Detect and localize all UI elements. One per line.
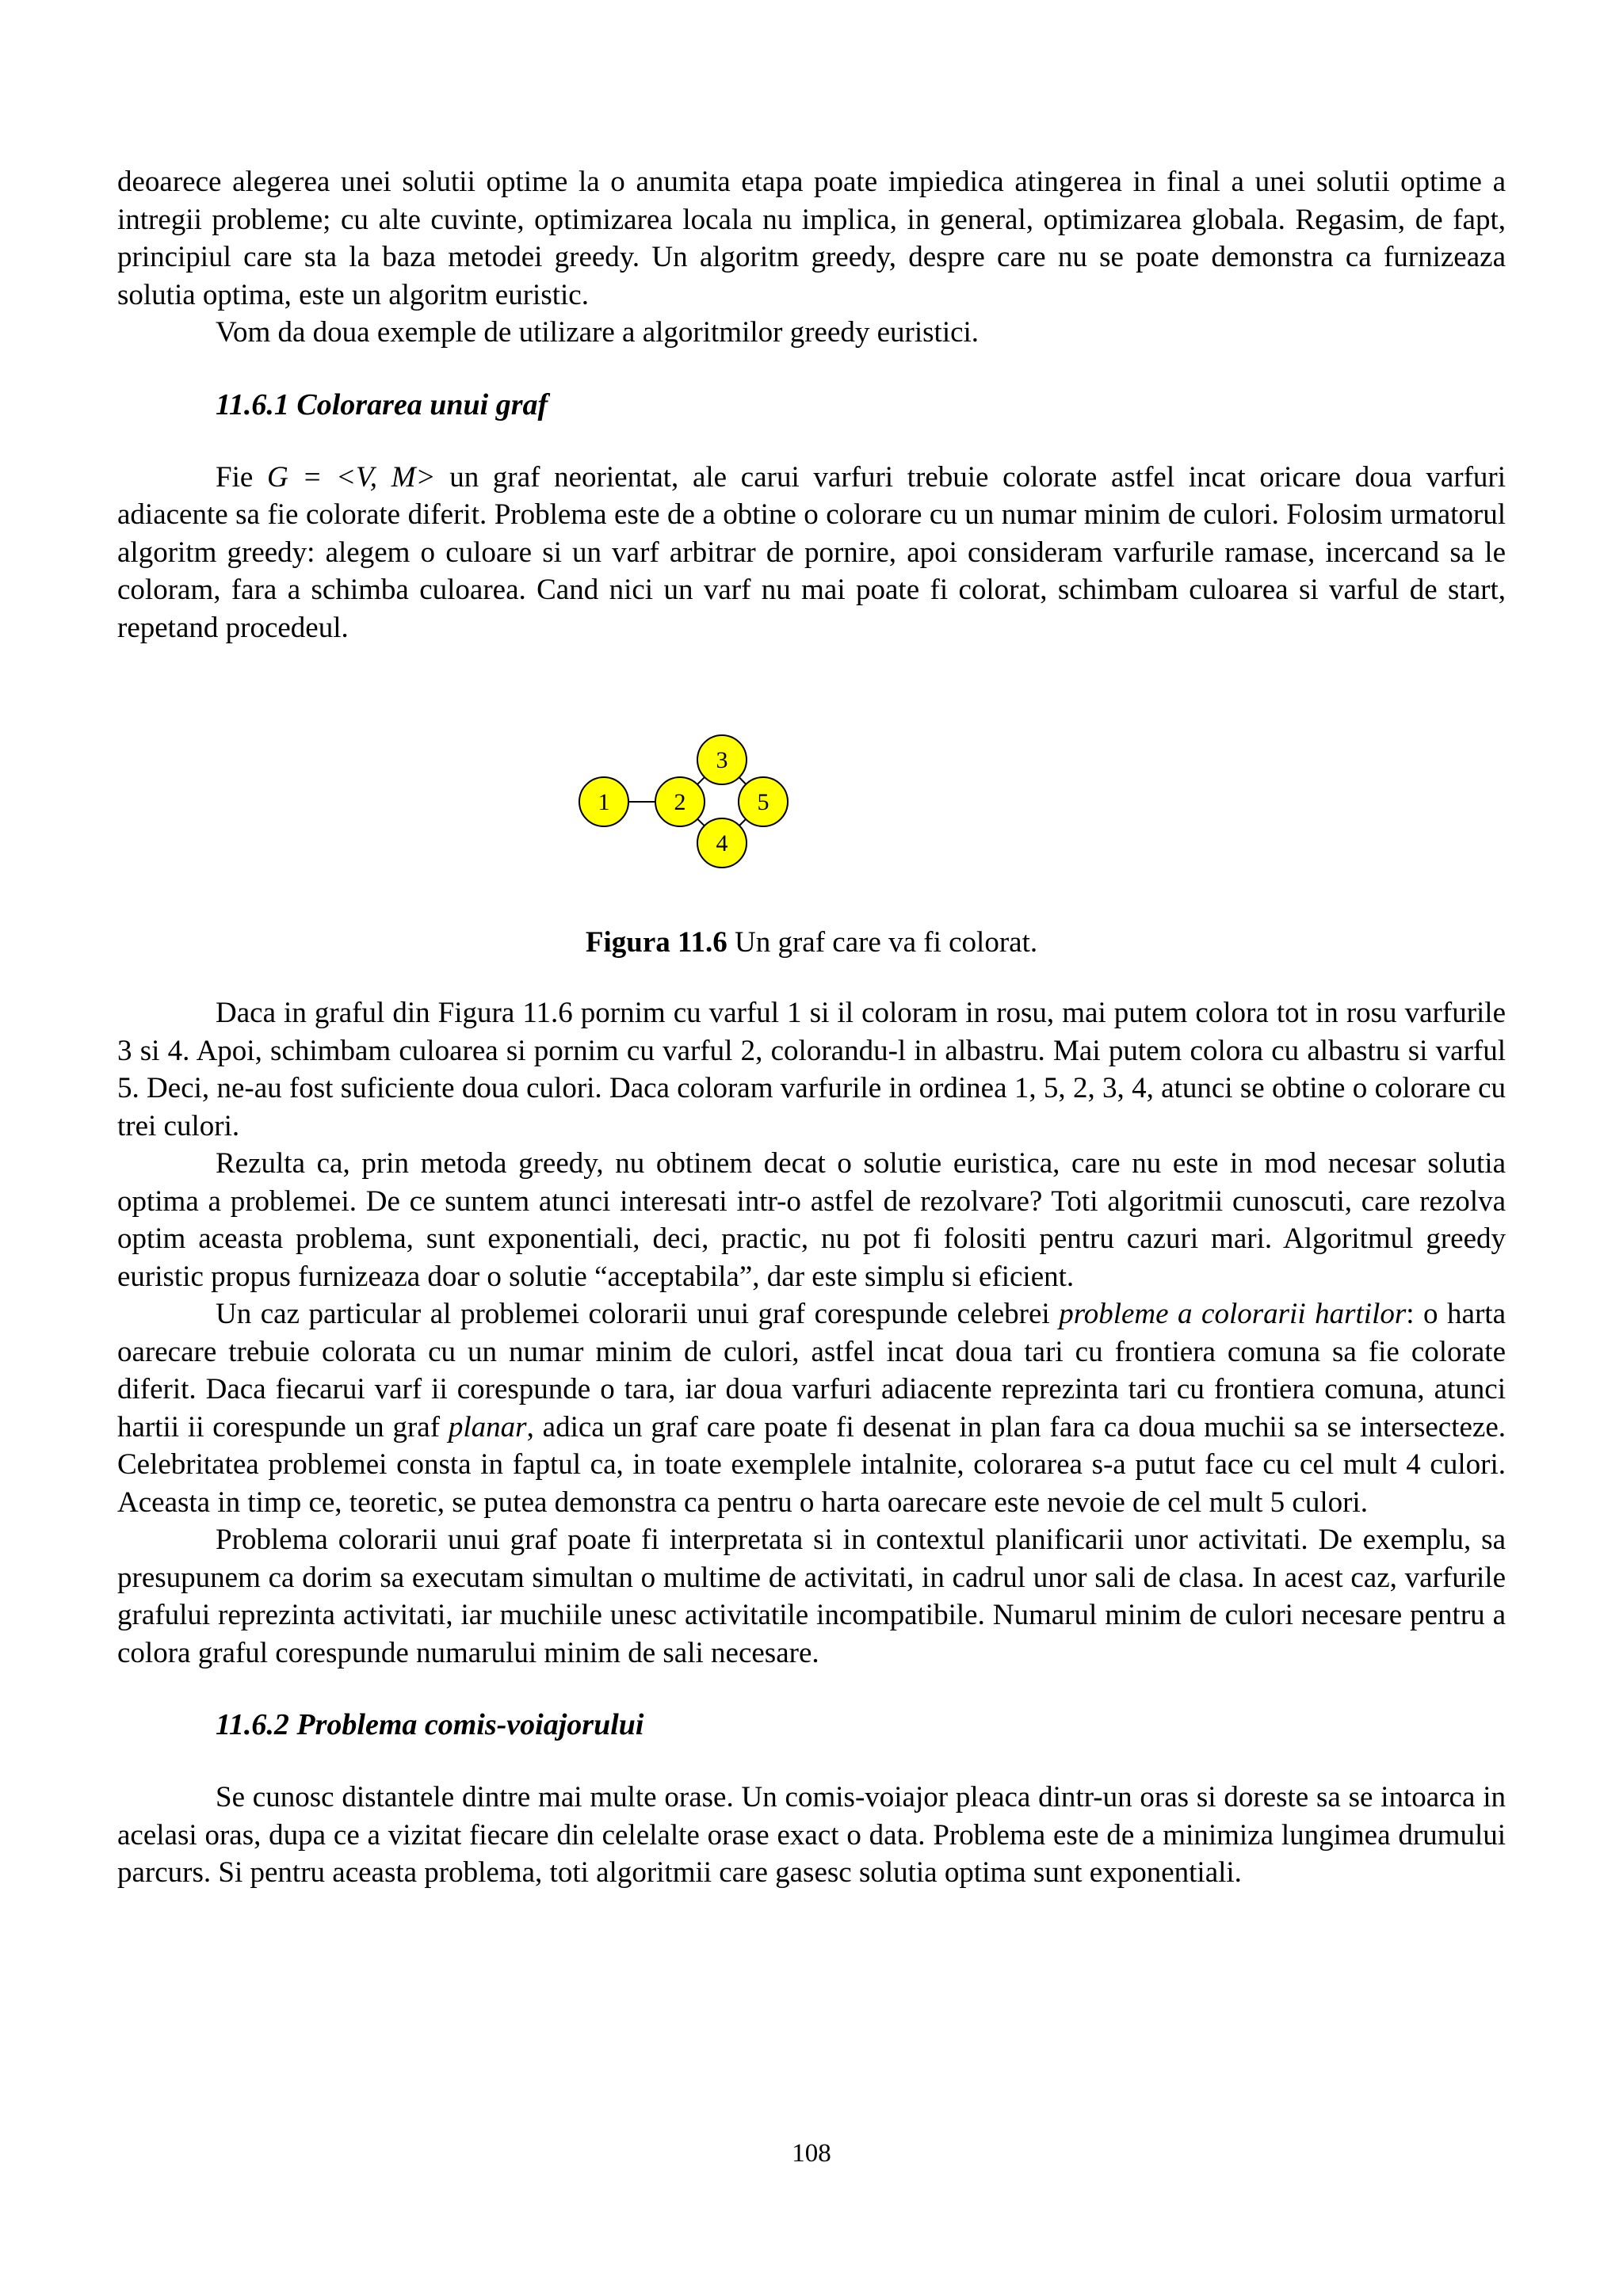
graph-node-label-5: 5 — [757, 789, 769, 815]
math-graph-definition: G = <V, M> — [266, 460, 436, 494]
graph-node-label-4: 4 — [716, 830, 728, 856]
section-heading-11-6-2: 11.6.2 Problema comis-voiajorului — [216, 1708, 644, 1741]
graph-node-label-1: 1 — [598, 789, 610, 815]
text-run: Un caz particular al problemei colorarii unui graf corespunde celebrei — [216, 1298, 1060, 1330]
heuristic-paragraph: Rezulta ca, prin metoda greedy, nu obtinem decat o solutie euristica, care nu este in mod necesar solutia optima a problemei. De ce suntem atunci interesati intr-o astfel de rezolvare? Toti algoritmii cunoscuti, care rezolva optim aceasta problema, sunt exponentiali, deci, practic, nu pot fi folositi pentru cazuri mari. Algoritmul greedy euristic propus furnizeaza doar o solutie “acceptabila”, dar este simplu si eficient. — [117, 1147, 1506, 1293]
text-run: un graf neorientat, ale carui varfuri trebuie colorate astfel incat oricare doua varfuri adiacente sa fie colorate diferit. Problema este de a obtine o colorare cu un numar minim de culori. Folosim urmatorul algoritm greedy: alegem o culoare si un varf arbitrar de pornire, apoi consideram varfurile ramase, incercand sa le coloram, fara a schimba culoarea. Cand nici un varf nu mai poate fi colorat, schimbam culoarea si varful de start, repetand procedeul. — [117, 460, 1506, 644]
map-coloring-paragraph — [117, 1295, 1506, 1521]
graph-figure — [117, 681, 1506, 919]
caption-text: Un graf care va fi colorat. — [727, 926, 1038, 959]
page-number: 108 — [792, 2139, 831, 2168]
graph-diagram — [569, 681, 997, 911]
scheduling-paragraph: Problema colorarii unui graf poate fi interpretata si in contextul planificarii unor activitati. De exemplu, sa presupunem ca dorim sa executam simultan o multime de activitati, in cadrul unor sali de clasa. In acest caz, varfurile grafului reprezinta activitati, iar muchiile unesc activitatile incompatibile. Numarul minim de culori necesare pentru a colora graful corespunde numarului minim de sali necesare. — [117, 1524, 1506, 1669]
figure-caption — [117, 924, 1506, 961]
section-heading-11-6-1: 11.6.1 Colorarea unui graf — [216, 387, 548, 421]
graph-node-label-3: 3 — [716, 747, 728, 773]
italic-term: probleme a colorarii hartilor — [1059, 1298, 1407, 1330]
coloring-example-paragraph: Daca in graful din Figura 11.6 pornim cu varful 1 si il coloram in rosu, mai putem colora tot in rosu varfurile 3 si 4. Apoi, schimbam culoarea si pornim cu varful 2, colorandu-l in albastru. Mai putem colora cu albastru si varful 5. Deci, ne-au fost suficiente doua culori. Daca coloram varfurile in ordinea 1, 5, 2, 3, 4, atunci se obtine o colorare cu trei culori. — [117, 997, 1506, 1142]
graph-node-label-2: 2 — [674, 789, 686, 815]
text-run: Fie — [216, 460, 267, 494]
italic-term: planar — [448, 1410, 527, 1444]
tsp-paragraph: Se cunosc distantele dintre mai multe orase. Un comis-voiajor pleaca dintr-un oras si doreste sa se intoarca in acelasi oras, dupa ce a vizitat fiecare din celelalte orase exact o data. Problema este de a minimiza lungimea drumului parcurs. Si pentru aceasta problema, toti algoritmii care gasesc solutia optima sunt exponentiali. — [117, 1781, 1506, 1889]
intro-paragraph-2: Vom da doua exemple de utilizare a algoritmilor greedy euristici. — [216, 316, 980, 349]
coloring-intro-paragraph — [117, 459, 1506, 647]
text-run: , adica un graf care poate fi desenat in plan fara ca doua muchii sa se intersecteze. Celebritatea problemei consta in faptul ca, in toate exemplele intalnite, colorarea s-a putut face cu cel mult 4 culori. Aceasta in timp ce, teoretic, se putea demonstra ca pentru o harta oarecare este nevoie de cel mult 5 culori. — [117, 1410, 1507, 1519]
caption-label: Figura 11.6 — [585, 926, 727, 959]
page-body — [117, 163, 1506, 1892]
text-run: : o harta oarecare trebuie colorata cu un numar minim de culori, astfel incat doua tari cu frontiera comuna sa fie colorate diferit. Daca fiecarui varf ii corespunde o tara, iar doua varfuri adiacente reprezinta tari cu frontiera comuna, atunci hartii ii corespunde un graf — [117, 1298, 1506, 1444]
intro-paragraph-1: deoarece alegerea unei solutii optime la o anumita etapa poate impiedica atingerea in final a unei solutii optime a intregii probleme; cu alte cuvinte, optimizarea locala nu implica, in general, optimizarea globala. Regasim, de fapt, principiul care sta la baza metodei greedy. Un algoritm greedy, despre care nu se poate demonstra ca furnizeaza solutia optima, este un algoritm euristic. — [117, 166, 1506, 311]
